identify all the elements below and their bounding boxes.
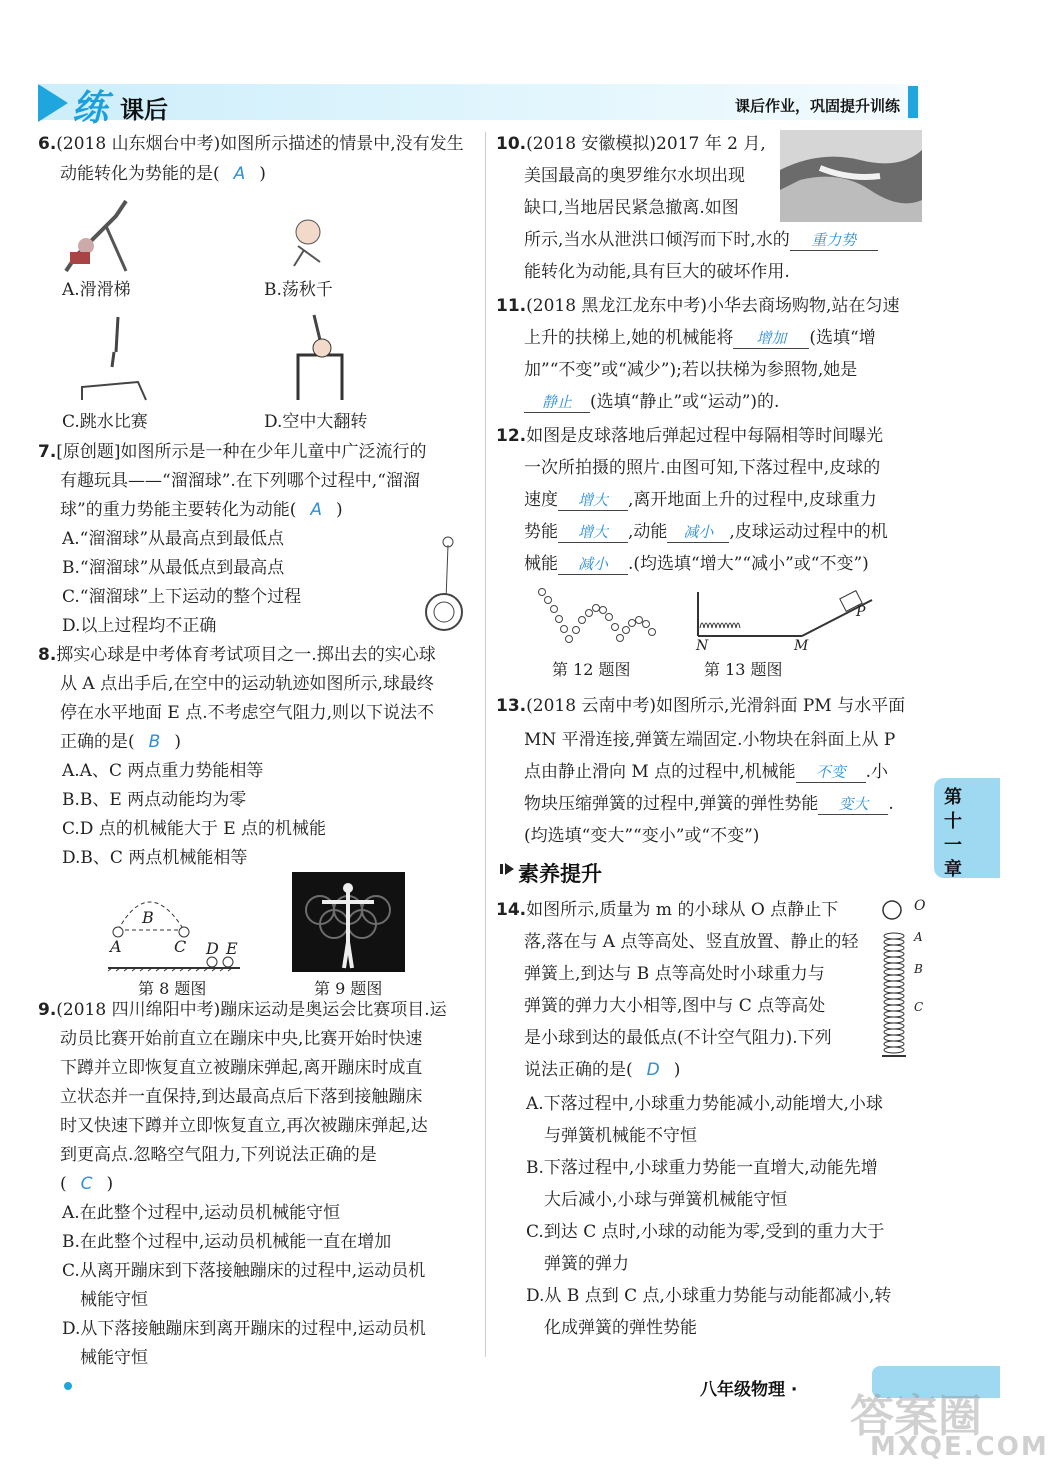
yoyo-figure xyxy=(418,530,473,635)
q9-line6: 到更高点.忽略空气阻力,下列说法正确的是 xyxy=(60,1145,377,1165)
section-arrow-icon xyxy=(500,862,516,876)
q9-optC2: 械能守恒 xyxy=(80,1290,148,1310)
slide-figure xyxy=(56,196,136,278)
swing-figure xyxy=(280,210,340,272)
q10-line3: 缺口,当地居民紧急撤离.如图 xyxy=(524,198,739,218)
q6-optA: A.滑滑梯 xyxy=(62,280,131,300)
q6-line2: 动能转化为势能的是( A ) xyxy=(60,164,266,184)
fig8-diagram xyxy=(104,880,244,972)
q7-optB: B.“溜溜球”从最低点到最高点 xyxy=(62,558,285,578)
fig14-label-o: O xyxy=(914,898,926,914)
footer-text: 八年级物理 · xyxy=(700,1380,798,1400)
q12-line5: 械能 减小 .(均选填“增大”“减小”或“不变”) xyxy=(524,554,869,574)
q14-optB2: 大后减小,小球与弹簧机械能守恒 xyxy=(544,1190,788,1210)
q13-line5: (均选填“变大”“变小”或“不变”) xyxy=(524,826,760,846)
q14-optD1: D.从 B 点到 C 点,小球重力势能与动能都减小,转 xyxy=(526,1286,892,1306)
q12-line4: 势能 增大 ,动能 减小 ,皮球运动过程中的机 xyxy=(524,522,888,542)
fig13-label-n: N xyxy=(696,638,709,654)
q12-line1: 12.如图是皮球落地后弹起过程中每隔相等时间曝光 xyxy=(496,426,884,446)
q8-line3: 停在水平地面 E 点.不考虑空气阻力,则以下说法不 xyxy=(60,703,435,723)
header-lian: 练 xyxy=(72,88,109,129)
fig8-label-b: B xyxy=(142,908,154,927)
q14-optB1: B.下落过程中,小球重力势能一直增大,动能先增 xyxy=(526,1158,878,1178)
fig12-bounce xyxy=(536,586,662,648)
q13-line1: 13.(2018 云南中考)如图所示,光滑斜面 PM 与水平面 xyxy=(496,696,906,716)
q13-line3: 点由静止滑向 M 点的过程中,机械能 不变 .小 xyxy=(524,762,889,782)
fig8-caption: 第 8 题图 xyxy=(138,979,207,998)
q8-line2: 从 A 点出手后,在空中的运动轨迹如图所示,球最终 xyxy=(60,674,434,694)
q10-line4: 所示,当水从泄洪口倾泻而下时,水的 重力势 xyxy=(524,230,878,251)
fig8-label-c: C xyxy=(174,937,187,956)
q10-line1: 10.(2018 安徽模拟)2017 年 2 月, xyxy=(496,134,766,154)
q11-line4: 静止 (选填“静止”或“运动”)的. xyxy=(524,392,779,413)
q11-line2: 上升的扶梯上,她的机械能将 增加 (选填“增 xyxy=(524,328,876,348)
q12-line3: 速度 增大 ,离开地面上升的过程中,皮球重力 xyxy=(524,490,877,510)
q9-optB: B.在此整个过程中,运动员机械能一直在增加 xyxy=(62,1232,392,1252)
watermark-logo: 答案圈 xyxy=(850,1391,982,1442)
q9-line3: 下蹲并立即恢复直立被蹦床弹起,离开蹦床时成直 xyxy=(60,1058,423,1078)
q14-line1: 14.如图所示,质量为 m 的小球从 O 点静止下 xyxy=(496,900,839,920)
fig8-label-e: E xyxy=(226,939,238,958)
q7-optA: A.“溜溜球”从最高点到最低点 xyxy=(62,529,285,549)
q8-optA: A.A、C 两点重力势能相等 xyxy=(62,761,264,781)
fig9-caption: 第 9 题图 xyxy=(314,979,383,998)
q14-line2: 落,落在与 A 点等高处、竖直放置、静止的轻 xyxy=(524,932,859,952)
q9-line4: 立状态并一直保持,到达最高点后下落到接触蹦床 xyxy=(60,1087,423,1107)
q7-optC: C.“溜溜球”上下运动的整个过程 xyxy=(62,587,302,607)
q14-line3: 弹簧上,到达与 B 点等高处时小球重力与 xyxy=(524,964,825,984)
q10-line5: 能转化为动能,具有巨大的破坏作用. xyxy=(524,262,790,282)
dive-figure xyxy=(78,312,148,404)
q9-line1: 9.(2018 四川绵阳中考)蹦床运动是奥运会比赛项目.运 xyxy=(38,1000,447,1020)
q9-optC1: C.从离开蹦床到下落接触蹦床的过程中,运动员机 xyxy=(62,1261,426,1281)
q9-optA: A.在此整个过程中,运动员机械能守恒 xyxy=(62,1203,341,1223)
q9-line7: ( C ) xyxy=(60,1174,114,1194)
fig14-label-c: C xyxy=(914,1000,924,1014)
q14-optC2: 弹簧的弹力 xyxy=(544,1254,629,1274)
fig8-label-d: D xyxy=(206,939,219,958)
q8-line4: 正确的是( B ) xyxy=(60,732,181,752)
fig13-label-m: M xyxy=(794,638,809,654)
q14-optA1: A.下落过程中,小球重力势能减小,动能增大,小球 xyxy=(526,1094,883,1114)
q6-optD: D.空中大翻转 xyxy=(264,412,368,432)
q6-line1: 6.(2018 山东烟台中考)如图所示描述的情景中,没有发生 xyxy=(38,134,464,154)
watermark-url: MXQE.COM xyxy=(870,1432,1049,1462)
q13-line2: MN 平滑连接,弹簧左端固定.小物块在斜面上从 P xyxy=(524,730,896,750)
fig14-spring xyxy=(880,896,914,1060)
q14-line4: 弹簧的弹力大小相等,图中与 C 点等高处 xyxy=(524,996,826,1016)
header-subtitle: 课后作业，巩固提升训练 xyxy=(735,97,901,115)
fig8-label-a: A xyxy=(110,937,122,956)
fig10-dam-photo xyxy=(780,130,922,222)
q9-line2: 动员比赛开始前直立在蹦床中央,比赛开始时快速 xyxy=(60,1029,423,1049)
q14-line5: 是小球到达的最低点(不计空气阻力).下列 xyxy=(524,1028,832,1048)
q6-optB: B.荡秋千 xyxy=(264,280,333,300)
q14-line6: 说法正确的是( D ) xyxy=(524,1060,681,1080)
bar-figure xyxy=(292,310,352,402)
q11-line1: 11.(2018 黑龙江龙东中考)小华去商场购物,站在匀速 xyxy=(496,296,900,316)
q12-line2: 一次所拍摄的照片.由图可知,下落过程中,皮球的 xyxy=(524,458,881,478)
q10-line2: 美国最高的奥罗维尔水坝出现 xyxy=(524,166,745,186)
q6-optC: C.跳水比赛 xyxy=(62,412,148,432)
q8-optC: C.D 点的机械能大于 E 点的机械能 xyxy=(62,819,327,839)
q13-line4: 物块压缩弹簧的过程中,弹簧的弹性势能 变大 . xyxy=(524,794,894,814)
fig12-caption: 第 12 题图 xyxy=(552,660,631,679)
q7-optD: D.以上过程均不正确 xyxy=(62,616,217,636)
q8-line1: 8.掷实心球是中考体育考试项目之一.掷出去的实心球 xyxy=(38,645,436,665)
q14-optA2: 与弹簧机械能不守恒 xyxy=(544,1126,697,1146)
q8-optD: D.B、C 两点机械能相等 xyxy=(62,848,248,868)
column-divider xyxy=(485,132,486,1357)
fig9-photo xyxy=(292,872,405,972)
q9-optD1: D.从下落接触蹦床到离开蹦床的过程中,运动员机 xyxy=(62,1319,426,1339)
q9-optD2: 械能守恒 xyxy=(80,1348,148,1368)
play-arrow-icon xyxy=(38,84,68,122)
fig14-label-b: B xyxy=(914,962,923,976)
fig14-label-a: A xyxy=(914,930,923,944)
q7-line2: 有趣玩具——“溜溜球”.在下列哪个过程中,“溜溜 xyxy=(60,471,420,491)
page-title: 课后 xyxy=(120,96,168,124)
footer-dot xyxy=(64,1382,72,1390)
fig13-label-p: P xyxy=(856,604,866,620)
q14-optC1: C.到达 C 点时,小球的动能为零,受到的重力大于 xyxy=(526,1222,885,1242)
fig13-caption: 第 13 题图 xyxy=(704,660,783,679)
section-title: 素养提升 xyxy=(518,862,602,886)
q14-optD2: 化成弹簧的弹性势能 xyxy=(544,1318,697,1338)
q7-line1: 7.[原创题]如图所示是一种在少年儿童中广泛流行的 xyxy=(38,442,427,462)
q9-line5: 时又快速下蹲并立即恢复直立,再次被蹦床弹起,达 xyxy=(60,1116,428,1136)
q11-line3: 加”“不变”或“减少”);若以扶梯为参照物,她是 xyxy=(524,360,858,380)
header-bar xyxy=(908,86,918,118)
q7-line3: 球”的重力势能主要转化为动能( A ) xyxy=(60,500,343,520)
chapter-label: 第十一章 xyxy=(944,787,962,880)
q8-optB: B.B、E 两点动能均为零 xyxy=(62,790,247,810)
